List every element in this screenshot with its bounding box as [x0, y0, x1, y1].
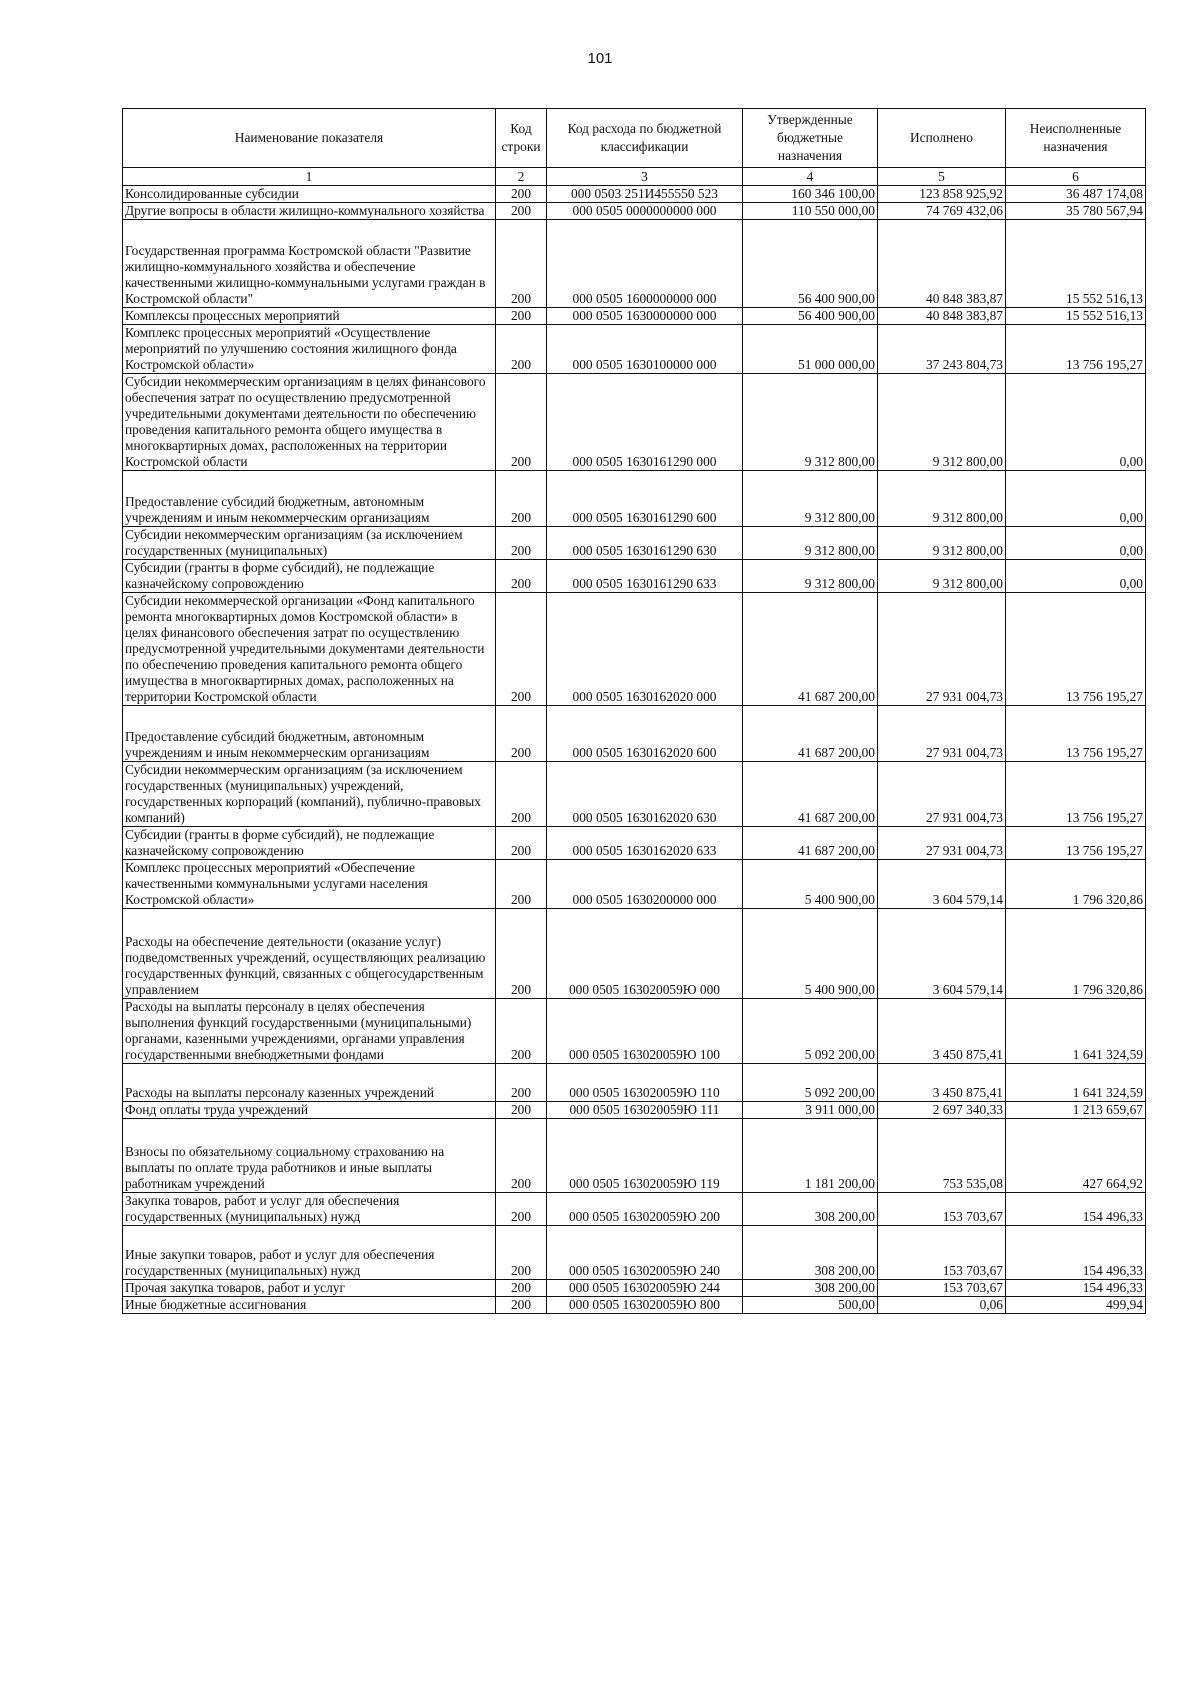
table-row [123, 186, 1146, 203]
approved-amount: 9 312 800,00 [743, 527, 878, 560]
budget-code: 000 0505 1630161290 630 [547, 527, 743, 560]
indicator-name: Субсидии (гранты в форме субсидий), не подлежащие казначейскому сопровождению [123, 560, 496, 593]
budget-code: 000 0505 1630100000 000 [547, 325, 743, 374]
budget-code: 000 0505 163020059Ю 200 [547, 1193, 743, 1226]
unexecuted-amount: 154 496,33 [1006, 1280, 1146, 1297]
line-code: 200 [496, 1193, 547, 1226]
page-number: 101 [587, 50, 613, 67]
unexecuted-amount: 1 641 324,59 [1006, 1064, 1146, 1102]
unexecuted-amount: 1 796 320,86 [1006, 860, 1146, 909]
executed-amount: 9 312 800,00 [878, 471, 1006, 527]
indicator-name: Закупка товаров, работ и услуг для обеспечения государственных (муниципальных) нужд [123, 1193, 496, 1226]
header-name: Наименование показателя [123, 109, 496, 168]
table-row [123, 1297, 1146, 1314]
table-row [123, 827, 1146, 860]
table-row [123, 1193, 1146, 1226]
table-row [123, 308, 1146, 325]
executed-amount: 753 535,08 [878, 1119, 1006, 1193]
executed-amount: 9 312 800,00 [878, 560, 1006, 593]
table-row [123, 220, 1146, 308]
approved-amount: 500,00 [743, 1297, 878, 1314]
unexecuted-amount: 15 552 516,13 [1006, 308, 1146, 325]
column-number: 1 [123, 168, 496, 186]
budget-code: 000 0505 163020059Ю 119 [547, 1119, 743, 1193]
budget-code: 000 0505 0000000000 000 [547, 203, 743, 220]
budget-code: 000 0505 1630162020 600 [547, 706, 743, 762]
line-code: 200 [496, 1226, 547, 1280]
unexecuted-amount: 154 496,33 [1006, 1193, 1146, 1226]
table-row [123, 560, 1146, 593]
line-code: 200 [496, 1102, 547, 1119]
line-code: 200 [496, 527, 547, 560]
unexecuted-amount: 0,00 [1006, 374, 1146, 471]
indicator-name: Субсидии некоммерческим организациям в целях финансового обеспечения затрат по осуществлению предусмотренной учредительными документами деятельности по обеспечению проведения капитального ремонта общего имущества в многоквартирных домах, расположенных на территории Костромской области [123, 374, 496, 471]
executed-amount: 3 450 875,41 [878, 1064, 1006, 1102]
indicator-name: Комплекс процессных мероприятий «Обеспечение качественными коммунальными услугами населения Костромской области» [123, 860, 496, 909]
approved-amount: 3 911 000,00 [743, 1102, 878, 1119]
line-code: 200 [496, 1119, 547, 1193]
column-number: 5 [878, 168, 1006, 186]
unexecuted-amount: 13 756 195,27 [1006, 706, 1146, 762]
indicator-name: Другие вопросы в области жилищно-коммунального хозяйства [123, 203, 496, 220]
executed-amount: 153 703,67 [878, 1280, 1006, 1297]
executed-amount: 2 697 340,33 [878, 1102, 1006, 1119]
indicator-name: Иные бюджетные ассигнования [123, 1297, 496, 1314]
line-code: 200 [496, 593, 547, 706]
indicator-name: Субсидии некоммерческим организациям (за исключением государственных (муниципальных) [123, 527, 496, 560]
executed-amount: 27 931 004,73 [878, 762, 1006, 827]
executed-amount: 9 312 800,00 [878, 374, 1006, 471]
approved-amount: 41 687 200,00 [743, 593, 878, 706]
approved-amount: 110 550 000,00 [743, 203, 878, 220]
budget-code: 000 0505 163020059Ю 100 [547, 999, 743, 1064]
header-executed: Исполнено [878, 109, 1006, 168]
unexecuted-amount: 15 552 516,13 [1006, 220, 1146, 308]
budget-code: 000 0505 163020059Ю 240 [547, 1226, 743, 1280]
line-code: 200 [496, 909, 547, 999]
table-row [123, 909, 1146, 999]
budget-execution-table [122, 108, 1146, 1314]
table-row [123, 471, 1146, 527]
approved-amount: 9 312 800,00 [743, 374, 878, 471]
approved-amount: 5 400 900,00 [743, 860, 878, 909]
budget-code: 000 0505 1630200000 000 [547, 860, 743, 909]
line-code: 200 [496, 471, 547, 527]
table-row [123, 593, 1146, 706]
indicator-name: Расходы на выплаты персоналу в целях обеспечения выполнения функций государственными (муниципальными) органами, казенными учреждениями, органами управления государственными внебюджетными фондами [123, 999, 496, 1064]
executed-amount: 27 931 004,73 [878, 827, 1006, 860]
table-row [123, 706, 1146, 762]
unexecuted-amount: 154 496,33 [1006, 1226, 1146, 1280]
budget-code: 000 0505 1630161290 000 [547, 374, 743, 471]
unexecuted-amount: 1 641 324,59 [1006, 999, 1146, 1064]
table-row [123, 762, 1146, 827]
line-code: 200 [496, 827, 547, 860]
line-code: 200 [496, 374, 547, 471]
indicator-name: Комплекс процессных мероприятий «Осуществление мероприятий по улучшению состояния жилищного фонда Костромской области» [123, 325, 496, 374]
table-row [123, 1119, 1146, 1193]
line-code: 200 [496, 1280, 547, 1297]
executed-amount: 153 703,67 [878, 1226, 1006, 1280]
line-code: 200 [496, 203, 547, 220]
approved-amount: 160 346 100,00 [743, 186, 878, 203]
column-number: 4 [743, 168, 878, 186]
line-code: 200 [496, 560, 547, 593]
budget-code: 000 0505 163020059Ю 111 [547, 1102, 743, 1119]
approved-amount: 308 200,00 [743, 1193, 878, 1226]
table-row [123, 999, 1146, 1064]
budget-code: 000 0505 163020059Ю 244 [547, 1280, 743, 1297]
executed-amount: 3 604 579,14 [878, 860, 1006, 909]
table-row [123, 860, 1146, 909]
approved-amount: 5 092 200,00 [743, 999, 878, 1064]
unexecuted-amount: 0,00 [1006, 527, 1146, 560]
budget-code: 000 0505 1600000000 000 [547, 220, 743, 308]
line-code: 200 [496, 706, 547, 762]
approved-amount: 41 687 200,00 [743, 827, 878, 860]
indicator-name: Консолидированные субсидии [123, 186, 496, 203]
budget-code: 000 0505 1630162020 633 [547, 827, 743, 860]
approved-amount: 308 200,00 [743, 1280, 878, 1297]
unexecuted-amount: 36 487 174,08 [1006, 186, 1146, 203]
indicator-name: Расходы на обеспечение деятельности (оказание услуг) подведомственных учреждений, осуществляющих реализацию государственных функций, связанных с общегосударственным управлением [123, 909, 496, 999]
budget-code: 000 0505 1630161290 600 [547, 471, 743, 527]
indicator-name: Взносы по обязательному социальному страхованию на выплаты по оплате труда работников и иные выплаты работникам учреждений [123, 1119, 496, 1193]
indicator-name: Субсидии (гранты в форме субсидий), не подлежащие казначейскому сопровождению [123, 827, 496, 860]
budget-code: 000 0505 1630162020 000 [547, 593, 743, 706]
table-body [123, 186, 1146, 1314]
executed-amount: 27 931 004,73 [878, 593, 1006, 706]
header-row [123, 109, 1146, 168]
executed-amount: 153 703,67 [878, 1193, 1006, 1226]
table-row [123, 527, 1146, 560]
executed-amount: 123 858 925,92 [878, 186, 1006, 203]
approved-amount: 56 400 900,00 [743, 308, 878, 325]
line-code: 200 [496, 220, 547, 308]
executed-amount: 0,06 [878, 1297, 1006, 1314]
unexecuted-amount: 499,94 [1006, 1297, 1146, 1314]
budget-code: 000 0505 1630162020 630 [547, 762, 743, 827]
budget-code: 000 0505 1630000000 000 [547, 308, 743, 325]
unexecuted-amount: 13 756 195,27 [1006, 325, 1146, 374]
indicator-name: Комплексы процессных мероприятий [123, 308, 496, 325]
indicator-name: Субсидии некоммерческим организациям (за исключением государственных (муниципальных) учреждений, государственных корпораций (компаний), публично-правовых компаний) [123, 762, 496, 827]
unexecuted-amount: 1 213 659,67 [1006, 1102, 1146, 1119]
line-code: 200 [496, 1064, 547, 1102]
approved-amount: 51 000 000,00 [743, 325, 878, 374]
approved-amount: 1 181 200,00 [743, 1119, 878, 1193]
indicator-name: Предоставление субсидий бюджетным, автономным учреждениям и иным некоммерческим организациям [123, 706, 496, 762]
indicator-name: Прочая закупка товаров, работ и услуг [123, 1280, 496, 1297]
unexecuted-amount: 427 664,92 [1006, 1119, 1146, 1193]
unexecuted-amount: 13 756 195,27 [1006, 593, 1146, 706]
header-unexecuted: Неисполненные назначения [1006, 109, 1146, 168]
unexecuted-amount: 13 756 195,27 [1006, 762, 1146, 827]
executed-amount: 40 848 383,87 [878, 220, 1006, 308]
executed-amount: 3 604 579,14 [878, 909, 1006, 999]
budget-code: 000 0503 251И455550 523 [547, 186, 743, 203]
table-row [123, 1064, 1146, 1102]
executed-amount: 40 848 383,87 [878, 308, 1006, 325]
budget-code: 000 0505 163020059Ю 110 [547, 1064, 743, 1102]
unexecuted-amount: 35 780 567,94 [1006, 203, 1146, 220]
approved-amount: 5 092 200,00 [743, 1064, 878, 1102]
executed-amount: 74 769 432,06 [878, 203, 1006, 220]
approved-amount: 41 687 200,00 [743, 762, 878, 827]
budget-code: 000 0505 163020059Ю 800 [547, 1297, 743, 1314]
executed-amount: 9 312 800,00 [878, 527, 1006, 560]
indicator-name: Предоставление субсидий бюджетным, автономным учреждениям и иным некоммерческим организациям [123, 471, 496, 527]
header-budget-code: Код расхода по бюджетной классификации [547, 109, 743, 168]
approved-amount: 9 312 800,00 [743, 471, 878, 527]
unexecuted-amount: 0,00 [1006, 471, 1146, 527]
unexecuted-amount: 13 756 195,27 [1006, 827, 1146, 860]
budget-code: 000 0505 1630161290 633 [547, 560, 743, 593]
table-row [123, 1102, 1146, 1119]
table-row [123, 1226, 1146, 1280]
table-row [123, 374, 1146, 471]
column-number-row [123, 168, 1146, 186]
header-approved: Утвержденные бюджетные назначения [743, 109, 878, 168]
approved-amount: 308 200,00 [743, 1226, 878, 1280]
indicator-name: Расходы на выплаты персоналу казенных учреждений [123, 1064, 496, 1102]
column-number: 2 [496, 168, 547, 186]
approved-amount: 9 312 800,00 [743, 560, 878, 593]
approved-amount: 56 400 900,00 [743, 220, 878, 308]
line-code: 200 [496, 325, 547, 374]
line-code: 200 [496, 1297, 547, 1314]
line-code: 200 [496, 860, 547, 909]
executed-amount: 27 931 004,73 [878, 706, 1006, 762]
line-code: 200 [496, 999, 547, 1064]
indicator-name: Иные закупки товаров, работ и услуг для обеспечения государственных (муниципальных) нужд [123, 1226, 496, 1280]
executed-amount: 37 243 804,73 [878, 325, 1006, 374]
budget-code: 000 0505 163020059Ю 000 [547, 909, 743, 999]
column-number: 3 [547, 168, 743, 186]
indicator-name: Государственная программа Костромской области "Развитие жилищно-коммунального хозяйства и обеспечение качественными жилищно-коммунальными услугами граждан в Костромской области" [123, 220, 496, 308]
line-code: 200 [496, 186, 547, 203]
indicator-name: Фонд оплаты труда учреждений [123, 1102, 496, 1119]
approved-amount: 41 687 200,00 [743, 706, 878, 762]
unexecuted-amount: 0,00 [1006, 560, 1146, 593]
table-row [123, 1280, 1146, 1297]
table-row [123, 203, 1146, 220]
header-line-code: Код строки [496, 109, 547, 168]
unexecuted-amount: 1 796 320,86 [1006, 909, 1146, 999]
line-code: 200 [496, 762, 547, 827]
executed-amount: 3 450 875,41 [878, 999, 1006, 1064]
indicator-name: Субсидии некоммерческой организации «Фонд капитального ремонта многоквартирных домов Костромской области» в целях финансового обеспечения затрат по осуществлению предусмотренной учредительными документами деятельности по обеспечению проведения капитального ремонта общего имущества в многоквартирных домах, расположенных на территории Костромской области [123, 593, 496, 706]
table-row [123, 325, 1146, 374]
line-code: 200 [496, 308, 547, 325]
approved-amount: 5 400 900,00 [743, 909, 878, 999]
column-number: 6 [1006, 168, 1146, 186]
